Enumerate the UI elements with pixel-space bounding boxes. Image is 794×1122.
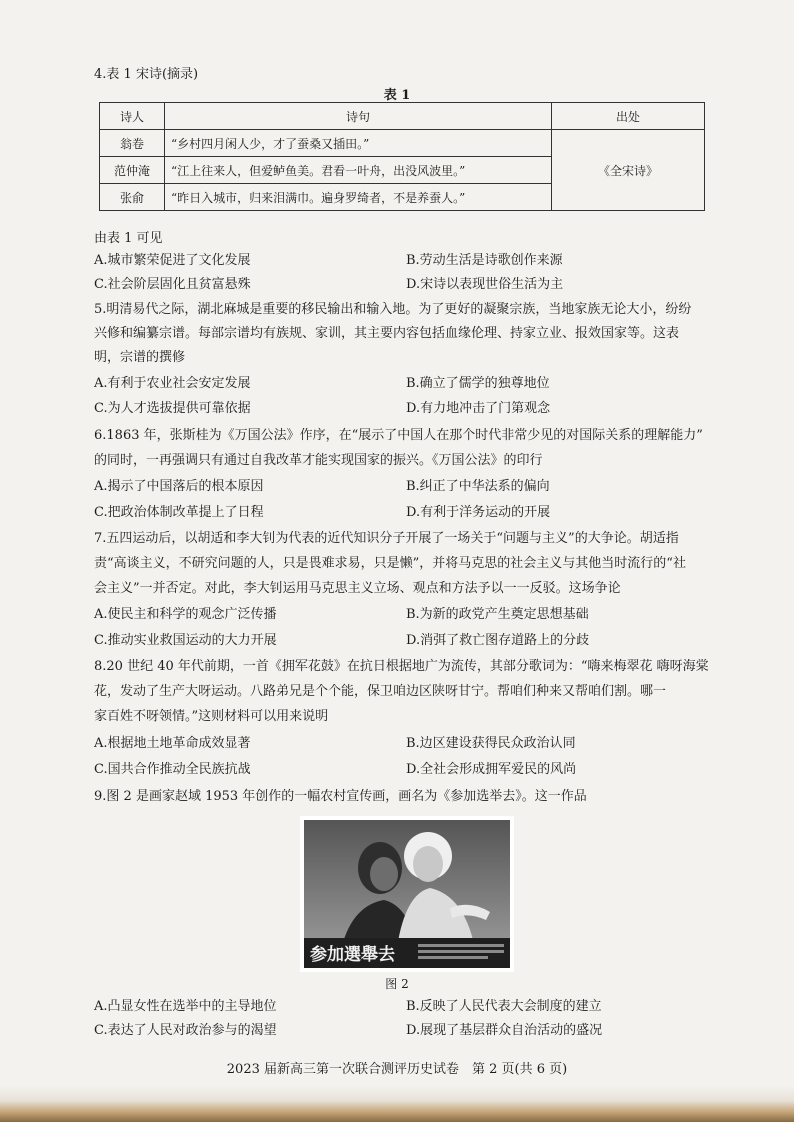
poet-cell: 范仲淹 (100, 157, 165, 184)
header-verse: 诗句 (165, 103, 552, 130)
q5-option-a: A.有利于农业社会安定发展 (94, 376, 251, 391)
q8-option-b: B.边区建设获得民众政治认同 (406, 736, 576, 751)
q5-line-1: 5.明清易代之际，湖北麻城是重要的移民输出和输入地。为了更好的凝聚宗族，当地家族无论大小，纷纷 (94, 302, 692, 317)
q7-option-a: A.使民主和科学的观念广泛传播 (94, 607, 277, 622)
poster-title-text: 参加選舉去 (310, 945, 395, 965)
q8-option-c: C.国共合作推动全民族抗战 (94, 762, 251, 777)
q7-option-b: B.为新的政党产生奠定思想基础 (406, 607, 589, 622)
q9-option-a: A.凸显女性在选举中的主导地位 (94, 999, 277, 1014)
q7-line-3: 会主义”一并否定。对此，李大钊运用马克思主义立场、观点和方法予以一一反驳。这场争论 (94, 581, 621, 596)
table-row (100, 130, 705, 157)
table-caption: 表 1 (383, 88, 411, 103)
q9-stem: 9.图 2 是画家赵域 1953 年创作的一幅农村宣传画，画名为《参加选举去》。这一作品 (94, 789, 587, 804)
q9-option-b: B.反映了人民代表大会制度的建立 (406, 999, 602, 1014)
q8-line-3: 家百姓不呀领情。”这则材料可以用来说明 (94, 709, 329, 724)
q4-option-b: B.劳动生活是诗歌创作来源 (406, 253, 563, 268)
q4-option-d: D.宋诗以表现世俗生活为主 (406, 277, 564, 292)
q9-option-d: D.展现了基层群众自治活动的盛况 (406, 1023, 603, 1038)
poet-cell: 翁卷 (100, 130, 165, 157)
q5-option-b: B.确立了儒学的独尊地位 (406, 376, 550, 391)
q7-option-c: C.推动实业救国运动的大力开展 (94, 633, 277, 648)
q5-line-3: 明，宗谱的撰修 (94, 350, 186, 365)
verse-cell: “乡村四月闲人少，才了蚕桑又插田。” (165, 130, 552, 157)
q6-line-1: 6.1863 年，张斯桂为《万国公法》作序，在“展示了中国人在那个时代非常少见的对国际关系的理解能力” (94, 428, 703, 443)
q6-line-2: 的同时，一再强调只有通过自我改革才能实现国家的振兴。《万国公法》的印行 (94, 453, 543, 468)
q8-line-1: 8.20 世纪 40 年代前期，一首《拥军花鼓》在抗日根据地广为流传，其部分歌词为：“嗨来梅翠花 嗨呀海棠 (94, 659, 709, 674)
q6-option-b: B.纠正了中华法系的偏向 (406, 479, 550, 494)
poster-illustration (300, 816, 514, 972)
q8-option-a: A.根据地土地革命成效显著 (94, 736, 251, 751)
q6-option-c: C.把政治体制改革提上了日程 (94, 505, 264, 520)
q6-option-a: A.揭示了中国落后的根本原因 (94, 479, 264, 494)
verse-cell: “江上往来人，但爱鲈鱼美。君看一叶舟，出没风波里。” (165, 157, 552, 184)
figure-caption: 图 2 (385, 977, 409, 991)
header-source: 出处 (552, 103, 705, 130)
q7-line-1: 7.五四运动后，以胡适和李大钊为代表的近代知识分子开展了一场关于“问题与主义”的大争论。胡适指 (94, 531, 679, 546)
page-footer: 2023 届新高三第一次联合测评历史试卷 第 2 页(共 6 页) (226, 1062, 568, 1077)
header-poet: 诗人 (100, 103, 165, 130)
q8-option-d: D.全社会形成拥军爱民的风尚 (406, 762, 577, 777)
poem-table (99, 102, 705, 211)
q5-line-2: 兴修和编纂宗谱。每部宗谱均有族规、家训，其主要内容包括血缘伦理、持家立业、报效国家等。这表 (94, 326, 680, 341)
q8-line-2: 花，发动了生产大呀运动。八路弟兄是个个能，保卫咱边区陕呀甘宁。帮咱们种来又帮咱们割。哪一 (94, 684, 667, 699)
q9-option-c: C.表达了人民对政治参与的渴望 (94, 1023, 277, 1038)
poet-cell: 张俞 (100, 184, 165, 211)
q6-option-d: D.有利于洋务运动的开展 (406, 505, 551, 520)
q5-option-d: D.有力地冲击了门第观念 (406, 401, 551, 416)
q4-stem: 4.表 1 宋诗(摘录) (94, 67, 199, 82)
poster-image (300, 816, 514, 972)
verse-cell: “昨日入城市，归来泪满巾。遍身罗绮者，不是养蚕人。” (165, 184, 552, 211)
source-cell: 《全宋诗》 (552, 130, 705, 211)
q7-line-2: 责“高谈主义，不研究问题的人，只是畏难求易，只是懒”，并将马克思的社会主义与其他当时流行的“社 (94, 556, 686, 571)
q4-option-c: C.社会阶层固化且贫富悬殊 (94, 277, 251, 292)
paper-edge (0, 1086, 794, 1122)
q7-option-d: D.消弭了救亡图存道路上的分歧 (406, 633, 590, 648)
q4-lead: 由表 1 可见 (94, 231, 163, 246)
q4-option-a: A.城市繁荣促进了文化发展 (94, 253, 251, 268)
q5-option-c: C.为人才选拔提供可靠依据 (94, 401, 251, 416)
